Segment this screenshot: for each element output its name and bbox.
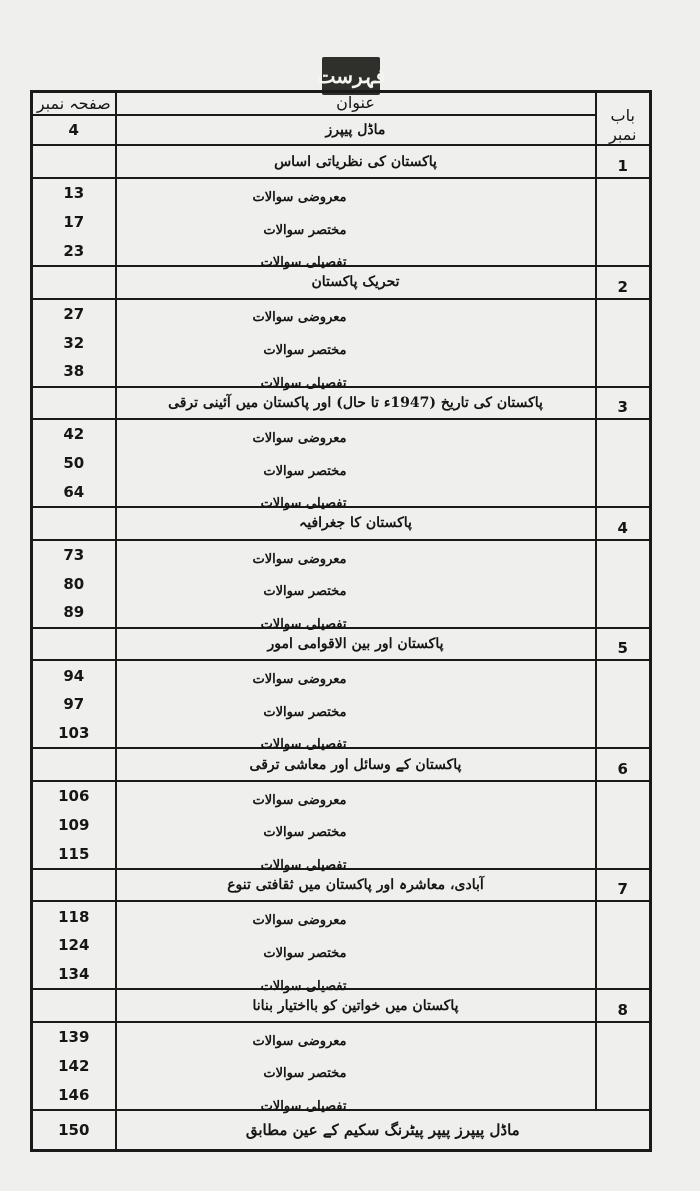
subsection-list [116,540,596,632]
chapter-row [32,145,651,178]
subsection-page-number: 124 [58,936,90,955]
chapter-title: تحریک پاکستان [116,266,596,299]
subsection-page-number: 139 [58,1028,90,1047]
chapter-title: پاکستان کی تاریخ (1947ء تا حال) اور پاکستان میں آئینی ترقی [116,387,596,420]
chapter-number: 3 [596,387,651,420]
chapter-number-empty [596,419,651,507]
chapter-row [32,989,651,1022]
subsection-page-number: 94 [63,666,85,685]
chapter-number: 1 [596,145,651,178]
model-papers-page: 4 [32,115,116,145]
subsection-pages [32,299,116,387]
chapter-page-empty [32,266,116,299]
subsection-label: معروضی سوالات [252,430,347,446]
subsection-label: مختصر سوالات [263,584,347,600]
chapter-page-empty [32,145,116,178]
subsection-label: تفصیلی سوالات [260,496,347,512]
subsection-page-number: 64 [63,482,85,501]
subsection-list [116,1022,596,1115]
chapter-title: پاکستان اور بین الاقوامی امور [116,628,596,661]
subsection-label: معروضی سوالات [252,672,347,688]
chapter-subsections-row [32,178,651,266]
subsection-page-number: 142 [58,1056,90,1075]
chapter-number: 7 [596,869,651,902]
final-title: ماڈل پیپرز پیپر پیٹرنگ سکیم کے عین مطابق [116,1110,651,1151]
header-row [32,92,651,116]
subsection-page-number: 118 [58,907,90,926]
toc-table [30,90,652,1152]
subsection-label: تفصیلی سوالات [260,375,347,391]
subsection-page-number: 27 [63,304,85,323]
subsection-label: مختصر سوالات [263,463,347,479]
subsection-list [116,419,596,512]
subsection-pages [32,781,116,869]
subsection-label: تفصیلی سوالات [260,858,347,874]
subsection-page-number: 146 [58,1085,90,1104]
subsection-label: مختصر سوالات [263,343,347,359]
chapter-title: پاکستان کے وسائل اور معاشی ترقی [116,748,596,781]
subsection-list [116,660,596,753]
chapter-row [32,628,651,661]
chapter-row [32,869,651,902]
subsection-pages [32,178,116,266]
subsection-page-number: 50 [63,454,85,473]
chapter-subsections-row [32,781,651,869]
chapter-row [32,266,651,299]
chapter-number: 8 [596,989,651,1022]
chapter-number-empty [596,178,651,266]
subsection-pages [32,540,116,628]
subsection-page-number: 80 [63,574,85,593]
chapter-number-empty [596,781,651,869]
subsection-label: معروضی سوالات [252,792,347,808]
subsection-page-number: 106 [58,787,90,806]
chapter-page-empty [32,387,116,420]
chapter-page-empty [32,507,116,540]
chapter-number: 4 [596,507,651,540]
subsection-page-number: 89 [63,603,85,622]
subsection-list [116,781,596,874]
chapter-row [32,387,651,420]
subsection-label: تفصیلی سوالات [260,1099,347,1115]
chapter-number: 5 [596,628,651,661]
subsection-pages [32,419,116,507]
header-topic: عنوان [116,92,596,116]
header-page: صفحہ نمبر [32,92,116,116]
subsection-label: تفصیلی سوالات [260,255,347,271]
subsection-list [116,901,596,994]
subsection-label: مختصر سوالات [263,222,347,238]
subsection-page-number: 134 [58,965,90,984]
chapter-page-empty [32,869,116,902]
model-papers-row [32,115,651,145]
subsection-page-number: 97 [63,695,85,714]
chapter-subsections-row [32,660,651,748]
subsection-label: معروضی سوالات [252,913,347,929]
subsection-page-number: 32 [63,333,85,352]
subsection-list [116,178,596,271]
chapter-subsections-row [32,299,651,387]
chapter-row [32,507,651,540]
subsection-page-number: 42 [63,425,85,444]
chapter-page-empty [32,628,116,661]
chapter-number-empty [596,540,651,628]
subsection-page-number: 13 [63,184,85,203]
chapter-number-empty [596,299,651,387]
subsection-label: معروضی سوالات [252,310,347,326]
chapter-row [32,748,651,781]
chapter-number-empty [596,901,651,989]
chapter-title: پاکستان کا جغرافیہ [116,507,596,540]
subsection-label: مختصر سوالات [263,1066,347,1082]
chapter-subsections-row [32,540,651,628]
chapter-title: پاکستان کی نظریاتی اساس [116,145,596,178]
subsection-page-number: 23 [63,241,85,260]
chapter-title: پاکستان میں خواتین کو بااختیار بنانا [116,989,596,1022]
chapter-number: 2 [596,266,651,299]
chapter-title: آبادی، معاشرہ اور پاکستان میں ثقافتی تنوع [116,869,596,902]
chapter-page-empty [32,748,116,781]
subsection-pages [32,660,116,748]
subsection-label: مختصر سوالات [263,945,347,961]
subsection-label: مختصر سوالات [263,704,347,720]
subsection-pages [32,901,116,989]
toc-title: فہرست [322,57,380,95]
subsection-label: تفصیلی سوالات [260,616,347,632]
chapter-page-empty [32,989,116,1022]
subsection-label: معروضی سوالات [252,1033,347,1049]
subsection-label: معروضی سوالات [252,551,347,567]
subsection-list [116,299,596,391]
chapter-number-empty [596,660,651,748]
final-row [32,1110,651,1151]
subsection-page-number: 103 [58,723,90,742]
subsection-label: تفصیلی سوالات [260,978,347,994]
header-chapter: باب نمبر [596,92,651,146]
subsection-label: تفصیلی سوالات [260,737,347,753]
chapter-number: 6 [596,748,651,781]
final-page: 150 [32,1110,116,1151]
chapter-number-empty [596,1022,651,1110]
subsection-label: معروضی سوالات [252,189,347,205]
subsection-page-number: 38 [63,362,85,381]
subsection-page-number: 109 [58,815,90,834]
chapter-subsections-row [32,1022,651,1110]
subsection-pages [32,1022,116,1110]
subsection-page-number: 17 [63,213,85,232]
chapter-subsections-row [32,419,651,507]
subsection-label: مختصر سوالات [263,825,347,841]
model-papers-title: ماڈل پیپرز [116,115,596,145]
subsection-page-number: 115 [58,844,90,863]
chapter-subsections-row [32,901,651,989]
subsection-page-number: 73 [63,546,85,565]
